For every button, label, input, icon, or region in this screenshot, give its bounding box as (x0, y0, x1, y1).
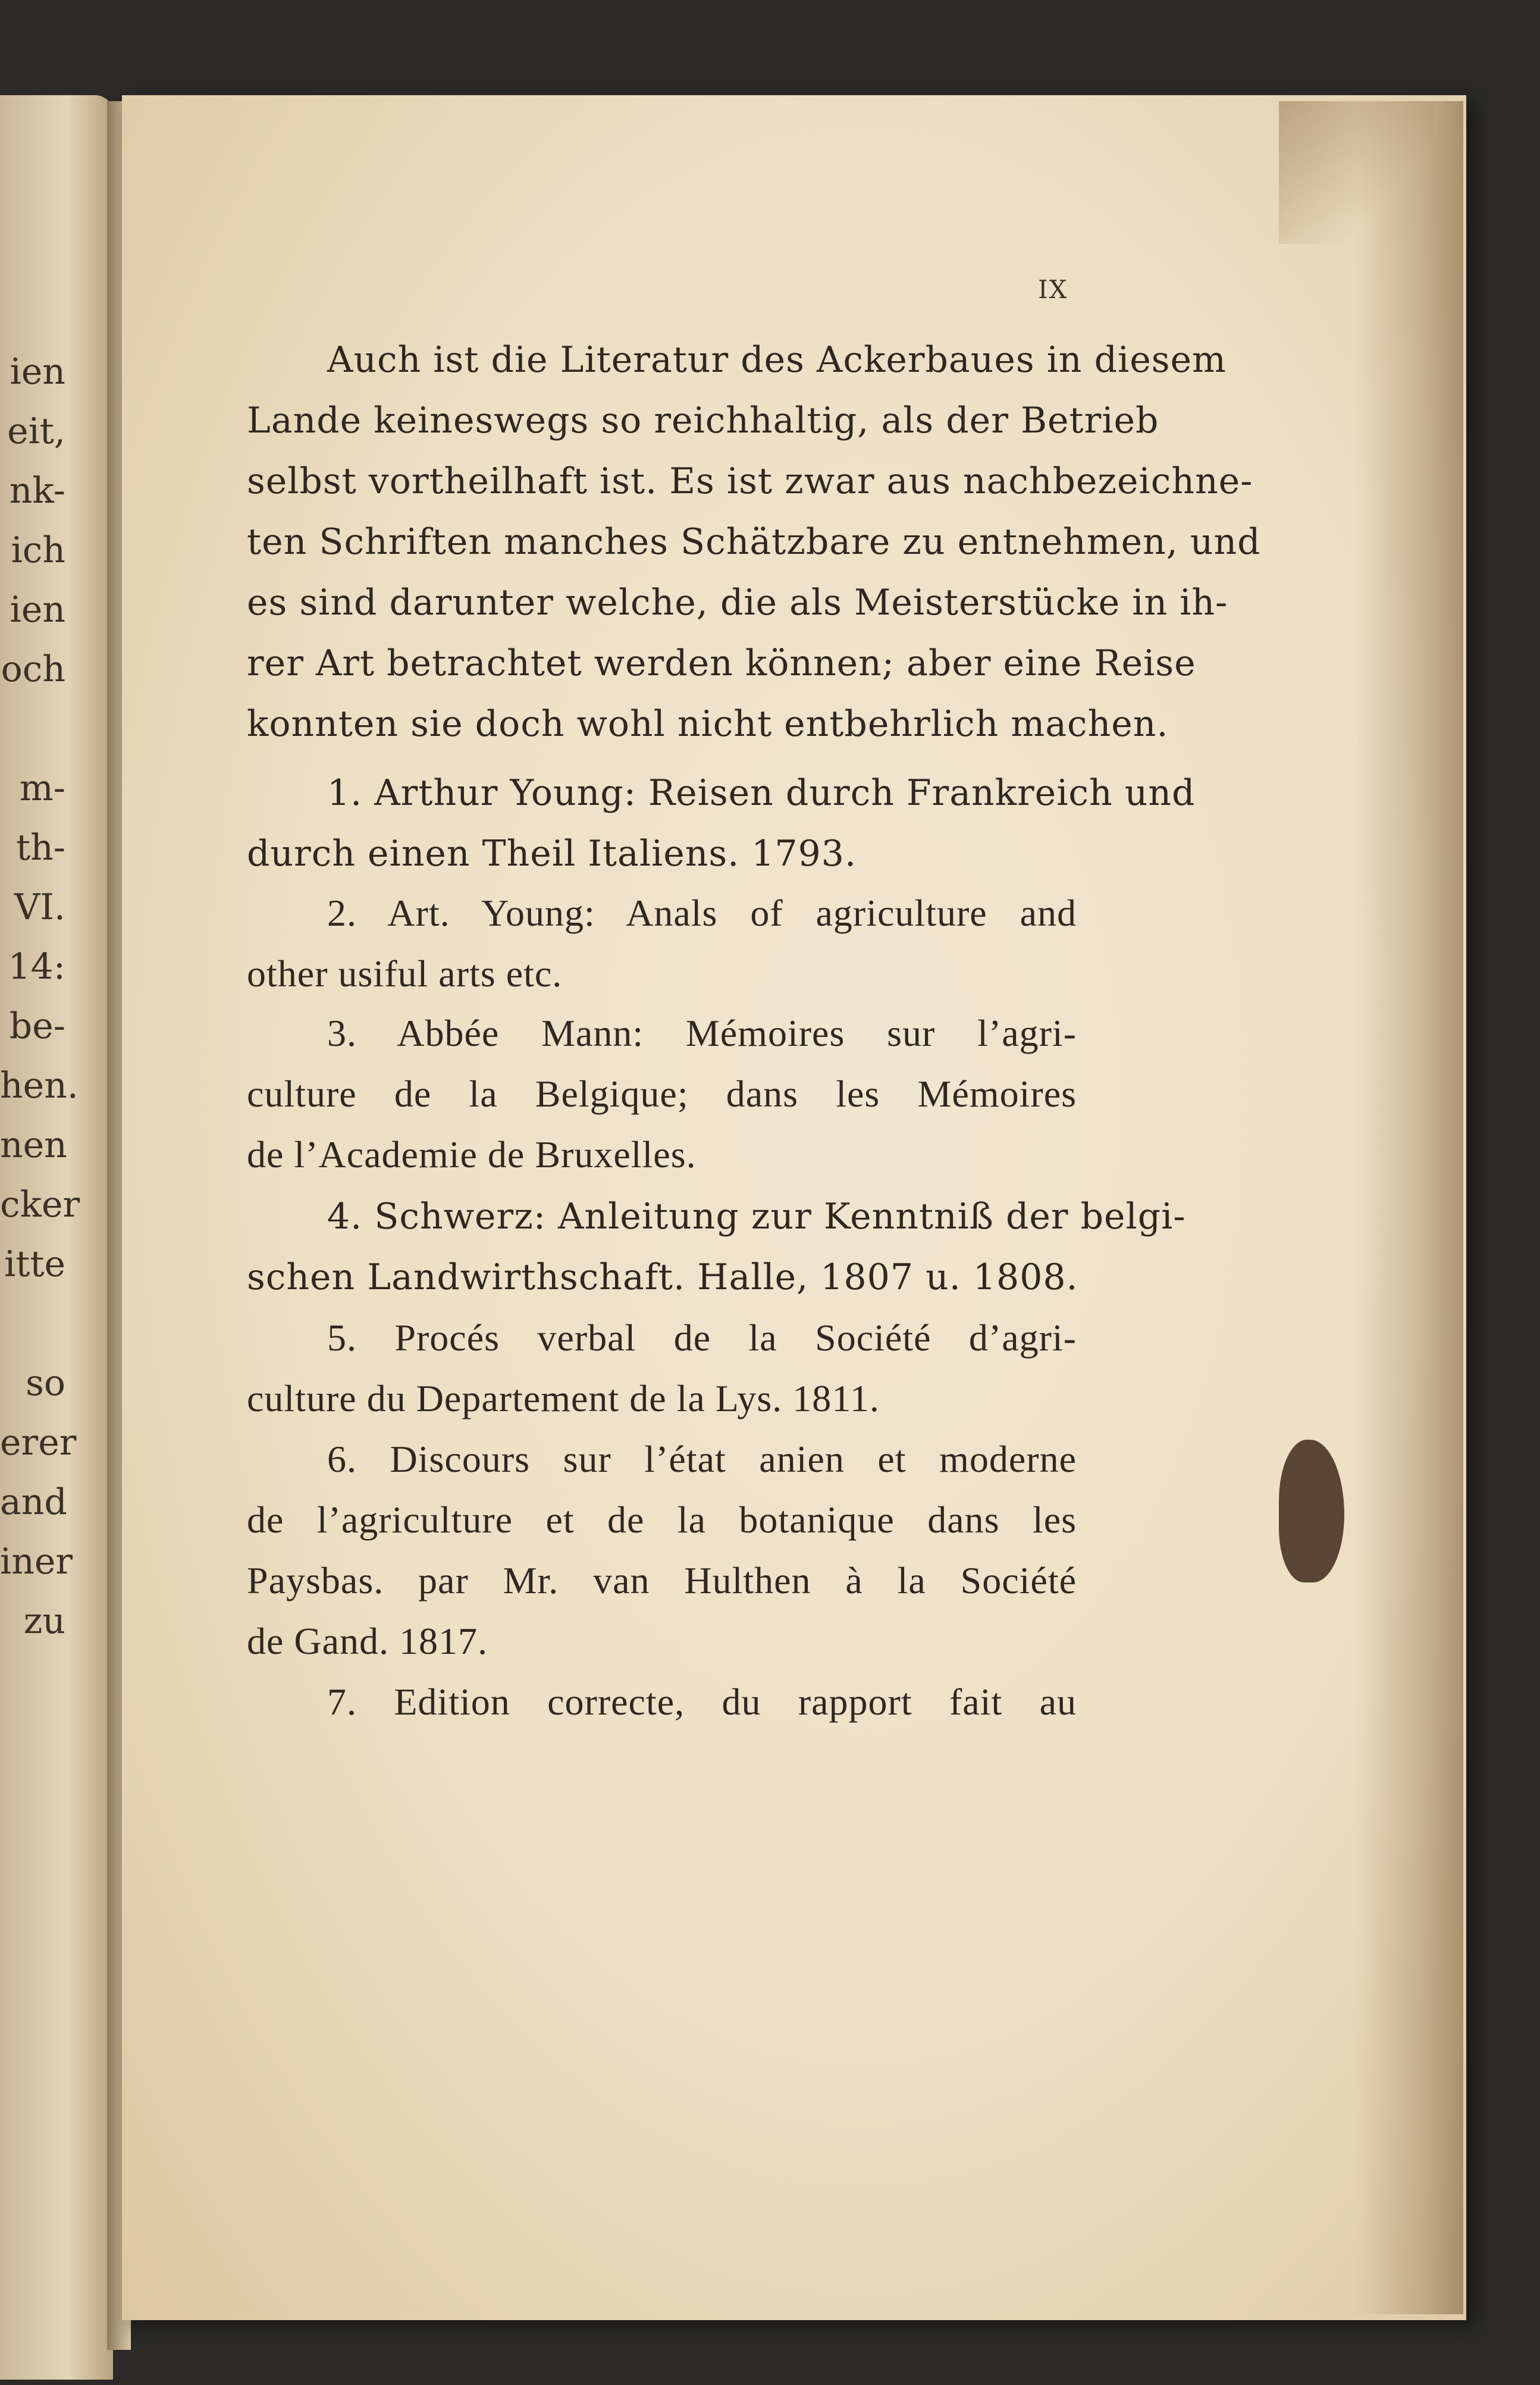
bibliography-entry-1-cont: durch einen Theil Italiens. 1793. (247, 833, 857, 875)
bibliography-entry-4: 4. Schwerz: Anleitung zur Kenntniß der belgi- (327, 1196, 1186, 1237)
bibliography-entry-3-cont: de l’Academie de Bruxelles. (247, 1133, 697, 1176)
bibliography-entry-2-cont: other usiful arts etc. (247, 952, 563, 995)
bibliography-entry-6-cont: Paysbas. par Mr. van Hulthen à la Société (247, 1559, 1077, 1602)
left-text-fragment: nk- (9, 470, 65, 512)
left-text-fragment: 14: (8, 946, 65, 988)
left-text-fragment: och (1, 648, 65, 690)
paragraph-line: konnten sie doch wohl nicht entbehrlich machen. (247, 703, 1169, 745)
left-text-fragment: be- (9, 1005, 65, 1047)
left-text-fragment: m- (19, 767, 65, 809)
paragraph-line: ten Schriften manches Schätzbare zu entnehmen, und (247, 521, 1261, 563)
bibliography-entry-6: 6. Discours sur l’état anien et moderne (327, 1438, 1077, 1480)
folded-corner (1279, 101, 1434, 244)
left-text-fragment: th- (15, 827, 65, 869)
left-text-fragment: iner (0, 1541, 73, 1582)
bibliography-entry-4-cont: schen Landwirthschaft. Halle, 1807 u. 1808. (247, 1256, 1078, 1298)
left-text-fragment: zu (23, 1600, 65, 1642)
paragraph-line: selbst vortheilhaft ist. Es ist zwar aus nachbezeichne- (247, 460, 1253, 502)
left-text-fragment: so (26, 1362, 65, 1404)
left-page-fragment (0, 95, 113, 2380)
paragraph-line: Auch ist die Literatur des Ackerbaues in diesem (327, 339, 1227, 381)
left-text-fragment: and (0, 1481, 67, 1523)
paragraph-line: es sind darunter welche, die als Meisterstücke in ih- (247, 582, 1228, 623)
bibliography-entry-3: 3. Abbée Mann: Mémoires sur l’agri- (327, 1012, 1077, 1054)
worn-page-edge (1356, 101, 1463, 2314)
bibliography-entry-5-cont: culture du Departement de la Lys. 1811. (247, 1377, 880, 1419)
paragraph-line: rer Art betrachtet werden können; aber eine Reise (247, 643, 1196, 684)
bibliography-entry-7: 7. Edition correcte, du rapport fait au (327, 1681, 1077, 1723)
bibliography-entry-6-cont: de Gand. 1817. (247, 1620, 488, 1662)
page-number: IX (1038, 275, 1068, 304)
bibliography-entry-3-cont: culture de la Belgique; dans les Mémoires (247, 1073, 1077, 1115)
left-text-fragment: ich (11, 529, 65, 571)
left-text-fragment: eit, (7, 410, 65, 452)
left-text-fragment: erer (0, 1422, 77, 1463)
paragraph-line: Lande keineswegs so reichhaltig, als der Betrieb (247, 400, 1159, 441)
bibliography-entry-6-cont: de l’agriculture et de la botanique dans les (247, 1499, 1077, 1541)
left-text-fragment: ien (10, 351, 65, 393)
bibliography-entry-1: 1. Arthur Young: Reisen durch Frankreich und (327, 772, 1196, 814)
left-text-fragment: cker (0, 1184, 80, 1226)
left-text-fragment: ien (10, 589, 65, 631)
bibliography-entry-5: 5. Procés verbal de la Société d’agri- (327, 1317, 1077, 1359)
left-text-fragment: itte (4, 1243, 65, 1285)
left-text-fragment: nen (0, 1124, 67, 1166)
bibliography-entry-2: 2. Art. Young: Anals of agriculture and (327, 892, 1077, 934)
left-text-fragment: VI. (14, 886, 65, 928)
left-text-fragment: hen. (0, 1065, 79, 1107)
